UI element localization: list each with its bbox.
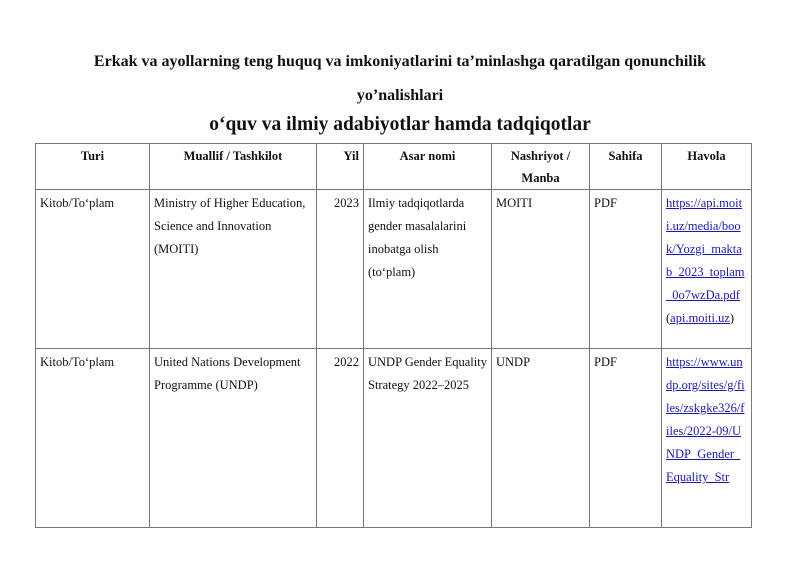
cell-asar-nomi: Ilmiy tadqiqotlarda gender masalalarini inobatga olish (to‘plam): [364, 190, 492, 349]
cell-sahifa: PDF: [590, 190, 662, 349]
cell-nashriyot: MOITI: [492, 190, 590, 349]
header-turi: Turi: [36, 144, 150, 190]
cell-muallif: United Nations Development Programme (UNDP): [150, 349, 317, 528]
cell-asar-nomi: UNDP Gender Equality Strategy 2022–2025: [364, 349, 492, 528]
document-title-line-2: yo’nalishlari: [356, 87, 444, 104]
cell-yil: 2023: [317, 190, 364, 349]
cell-nashriyot: UNDP: [492, 349, 590, 528]
havola-link[interactable]: https://www.undp.org/sites/g/files/zskgke326/files/2022-09/UNDP_Gender_Equality_Str: [666, 355, 745, 484]
cell-havola: [662, 349, 752, 528]
header-asar-nomi: Asar nomi: [364, 144, 492, 190]
header-havola: Havola: [662, 144, 752, 190]
table-header-row: [36, 144, 752, 190]
source-domain-link[interactable]: api.moiti.uz: [670, 311, 730, 325]
link-paren-close: ): [729, 311, 735, 325]
cell-sahifa: PDF: [590, 349, 662, 528]
header-muallif: Muallif / Tashkilot: [150, 144, 317, 190]
literature-table: [35, 143, 752, 528]
cell-havola: [662, 190, 752, 349]
document-subtitle: o‘quv va ilmiy adabiyotlar hamda tadqiqotlar: [209, 114, 591, 135]
havola-link[interactable]: https://api.moiti.uz/media/book/Yozgi_maktab_2023_toplam_0o7wzDa.pdf: [666, 196, 745, 302]
header-sahifa: Sahifa: [590, 144, 662, 190]
header-yil: Yil: [317, 144, 364, 190]
cell-turi: Kitob/To‘plam: [36, 190, 150, 349]
cell-yil: 2022: [317, 349, 364, 528]
cell-muallif: Ministry of Higher Education, Science and Innovation (MOITI): [150, 190, 317, 349]
header-nashriyot: Nashriyot / Manba: [492, 144, 590, 190]
cell-turi: Kitob/To‘plam: [36, 349, 150, 528]
link-paren-open: (: [666, 311, 671, 325]
document-title-line-1: Erkak va ayollarning teng huquq va imkoniyatlarini ta’minlashga qaratilgan qonunchilik: [93, 53, 707, 70]
table-row: [36, 190, 752, 349]
table-row: [36, 349, 752, 528]
